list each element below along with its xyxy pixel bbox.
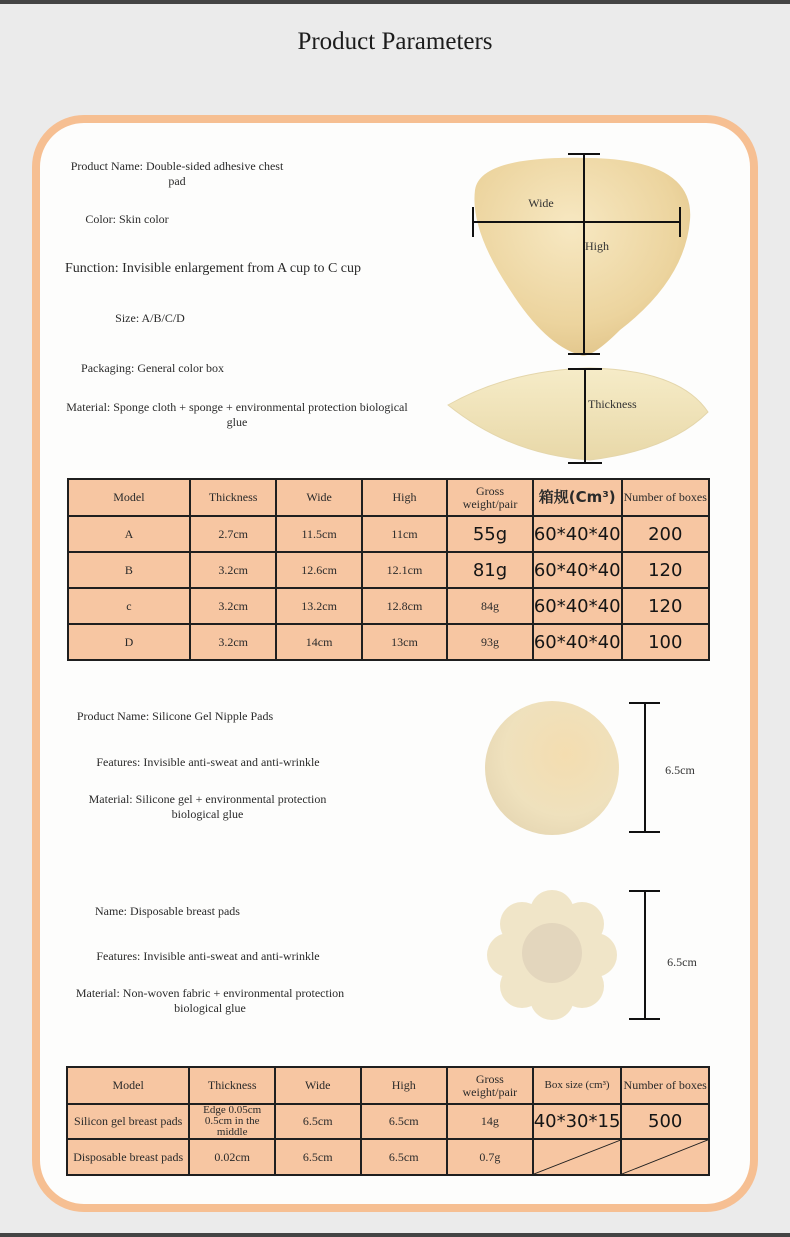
nipple-pad-illustration bbox=[480, 700, 630, 840]
chest-pad-table bbox=[67, 478, 710, 661]
cell-box-spec: 60*40*40 bbox=[533, 552, 622, 588]
pads-table bbox=[66, 1066, 710, 1176]
cell-model: D bbox=[68, 624, 190, 660]
cell-box-spec: 60*40*40 bbox=[533, 588, 622, 624]
cell-thickness: 3.2cm bbox=[190, 588, 277, 624]
cell-wide: 6.5cm bbox=[275, 1104, 360, 1139]
cell-thickness: 2.7cm bbox=[190, 516, 277, 552]
header-thickness: Thickness bbox=[190, 479, 277, 516]
table-row bbox=[67, 1104, 709, 1139]
header-number-of-boxes: Number of boxes bbox=[621, 1067, 709, 1104]
cell-thickness: 0.02cm bbox=[189, 1139, 275, 1175]
top-border bbox=[0, 0, 790, 4]
cell-model: Silicon gel breast pads bbox=[67, 1104, 189, 1139]
spec-material: Material: Sponge cloth + sponge + environmental protection biological glue bbox=[66, 400, 408, 429]
table-row bbox=[68, 552, 709, 588]
disposable-spec-material: Material: Non-woven fabric + environmental protection biological glue bbox=[75, 986, 345, 1015]
page-title: Product Parameters bbox=[297, 28, 493, 55]
header-high: High bbox=[361, 1067, 447, 1104]
header-wide: Wide bbox=[275, 1067, 360, 1104]
disposable-spec-features: Features: Invisible anti-sweat and anti-wrinkle bbox=[96, 949, 320, 963]
cell-box-size-empty bbox=[533, 1139, 622, 1175]
cell-thickness: 3.2cm bbox=[190, 624, 277, 660]
table-header-row bbox=[68, 479, 709, 516]
spec-packaging: Packaging: General color box bbox=[81, 361, 224, 375]
cell-wide: 11.5cm bbox=[276, 516, 361, 552]
diagonal-slash-icon bbox=[622, 1140, 708, 1174]
cell-number-of-boxes: 120 bbox=[622, 588, 709, 624]
disposable-dimension-cap-bottom bbox=[629, 1018, 660, 1020]
cell-number-of-boxes: 120 bbox=[622, 552, 709, 588]
table-header-row bbox=[67, 1067, 709, 1104]
diagonal-slash-icon bbox=[534, 1140, 621, 1174]
disposable-spec-name: Name: Disposable breast pads bbox=[95, 904, 240, 918]
cell-high: 6.5cm bbox=[361, 1104, 447, 1139]
flower-pad-illustration bbox=[485, 888, 620, 1023]
table-row bbox=[67, 1139, 709, 1175]
cell-box-size: 40*30*15 bbox=[533, 1104, 622, 1139]
cell-high: 6.5cm bbox=[361, 1139, 447, 1175]
header-number-of-boxes: Number of boxes bbox=[622, 479, 709, 516]
cell-gross-weight: 81g bbox=[447, 552, 533, 588]
nipple-spec-name: Product Name: Silicone Gel Nipple Pads bbox=[76, 709, 274, 723]
cell-high: 12.8cm bbox=[362, 588, 447, 624]
spec-color: Color: Skin color bbox=[85, 212, 169, 226]
nipple-dimension-cap-bottom bbox=[629, 831, 660, 833]
cell-gross-weight: 93g bbox=[447, 624, 533, 660]
cell-high: 11cm bbox=[362, 516, 447, 552]
nipple-dimension-cap-top bbox=[629, 702, 660, 704]
cell-high: 12.1cm bbox=[362, 552, 447, 588]
spec-function: Function: Invisible enlargement from A cup to C cup bbox=[64, 261, 362, 276]
cell-gross-weight: 55g bbox=[447, 516, 533, 552]
disposable-dimension-line bbox=[644, 890, 646, 1020]
cell-number-of-boxes: 200 bbox=[622, 516, 709, 552]
cell-wide: 13.2cm bbox=[276, 588, 361, 624]
table-row bbox=[68, 624, 709, 660]
header-box-size: Box size (cm³) bbox=[533, 1067, 622, 1104]
cell-wide: 12.6cm bbox=[276, 552, 361, 588]
header-thickness: Thickness bbox=[189, 1067, 275, 1104]
high-label: High bbox=[585, 239, 609, 253]
cell-number-of-boxes: 100 bbox=[622, 624, 709, 660]
cell-thickness: 3.2cm bbox=[190, 552, 277, 588]
header-model: Model bbox=[67, 1067, 189, 1104]
cell-thickness: Edge 0.05cm 0.5cm in the middle bbox=[189, 1104, 275, 1139]
cell-wide: 6.5cm bbox=[275, 1139, 360, 1175]
table-row bbox=[68, 516, 709, 552]
cell-gross-weight: 84g bbox=[447, 588, 533, 624]
chest-pad-illustration bbox=[440, 150, 730, 470]
disposable-dimension-label: 6.5cm bbox=[667, 955, 697, 969]
cell-model: c bbox=[68, 588, 190, 624]
nipple-dimension-label: 6.5cm bbox=[665, 763, 695, 777]
disposable-dimension-cap-top bbox=[629, 890, 660, 892]
cell-box-spec: 60*40*40 bbox=[533, 516, 622, 552]
header-high: High bbox=[362, 479, 447, 516]
cell-gross-weight: 14g bbox=[447, 1104, 533, 1139]
nipple-dimension-line bbox=[644, 702, 646, 833]
header-box-spec: 箱规(Cm³) bbox=[533, 479, 622, 516]
bottom-border bbox=[0, 1233, 790, 1237]
cell-number-of-boxes: 500 bbox=[621, 1104, 709, 1139]
cell-gross-weight: 0.7g bbox=[447, 1139, 533, 1175]
cell-model: A bbox=[68, 516, 190, 552]
cell-number-of-boxes-empty bbox=[621, 1139, 709, 1175]
header-gross-weight: Gross weight/pair bbox=[447, 1067, 533, 1104]
cell-box-spec: 60*40*40 bbox=[533, 624, 622, 660]
cell-wide: 14cm bbox=[276, 624, 361, 660]
header-wide: Wide bbox=[276, 479, 361, 516]
header-gross-weight: Gross weight/pair bbox=[447, 479, 533, 516]
cell-model: B bbox=[68, 552, 190, 588]
header-model: Model bbox=[68, 479, 190, 516]
cell-high: 13cm bbox=[362, 624, 447, 660]
spec-product-name: Product Name: Double-sided adhesive chest pad bbox=[70, 159, 284, 188]
thickness-label: Thickness bbox=[588, 397, 637, 411]
spec-size: Size: A/B/C/D bbox=[115, 311, 185, 325]
wide-label: Wide bbox=[528, 196, 554, 210]
table-row bbox=[68, 588, 709, 624]
nipple-spec-material: Material: Silicone gel + environmental protection biological glue bbox=[88, 792, 327, 821]
nipple-spec-features: Features: Invisible anti-sweat and anti-wrinkle bbox=[96, 755, 320, 769]
cell-model: Disposable breast pads bbox=[67, 1139, 189, 1175]
